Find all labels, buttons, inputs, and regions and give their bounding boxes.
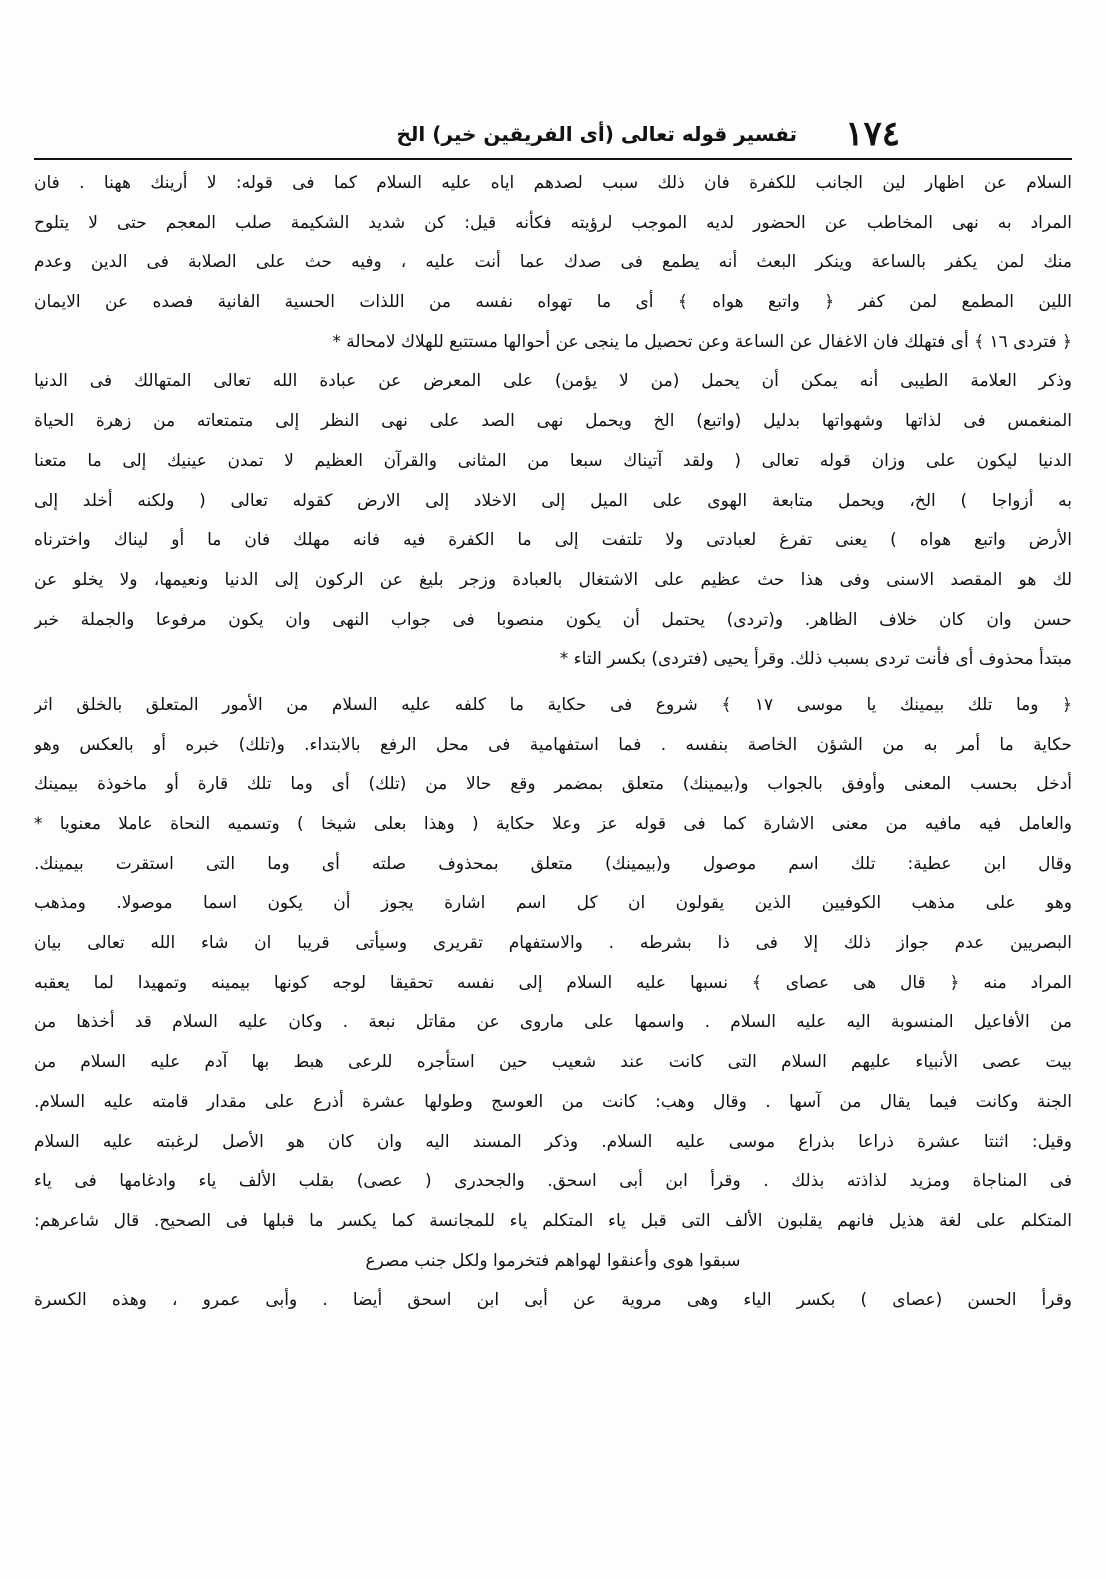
page-number: ١٧٤: [845, 114, 900, 154]
text-line: لك هو المقصد الاسنى وفى هذا حث عظيم على الاشتغال بالعبادة وزجر بليغ عن الركون إلى الدنيا ونعيمها، ولا يخلو عن: [34, 569, 1072, 590]
page-header: [34, 112, 1072, 158]
text-line: ﴿ وما تلك بيمينك يا موسى ١٧ ﴾ شروع فى حكاية ما كلفه عليه السلام من الأمور المتعلق بالخلق اثر: [34, 694, 1072, 715]
text-line: وقال ابن عطية: تلك اسم موصول و(بيمينك) متعلق بمحذوف صلته أى وما التى استقرت بيمينك.: [34, 853, 1072, 874]
text-line: به أزواجا ) الخ، ويحمل متابعة الهوى على الميل إلى الاخلاد إلى الارض كقوله تعالى ( ولكنه أخلد إلى: [34, 490, 1072, 511]
text-line: والعامل فيه مافيه من معنى الاشارة كما فى قوله عز وعلا حكاية ( وهذا بعلى شيخا ) وتسميه النحاة عاملا معنويا *: [34, 814, 1072, 834]
text-line: المراد منه ﴿ قال هى عصاى ﴾ نسبها عليه السلام إلى نفسه تحقيقا لوجه كونها بيمينه وتمهيدا لما يعقبه: [34, 972, 1072, 993]
text-line: وقيل: اثنتا عشرة ذراعا بذراع موسى عليه السلام. وذكر المسند اليه وان كان هو الأصل لرغبته عليه السلام: [34, 1131, 1072, 1152]
text-line: حكاية ما أمر به من الشؤن الخاصة بنفسه . فما استفهامية فى محل الرفع بالابتداء. و(تلك) خبره أو بالعكس وهو: [34, 734, 1072, 755]
poetry-verse: سبقوا هوى وأعنقوا لهواهم فتخرموا ولكل جنب مصرع: [365, 1250, 741, 1271]
text-line: المراد به نهى المخاطب عن الحضور لديه الموجب لرؤيته فكأنه قيل: كن شديد الشكيمة صلب المعجم حتى لا يتلوح: [34, 212, 1072, 233]
text-line: وهو على مذهب الكوفيين الذين يقولون ان كل اسم اشارة يجوز أن يكون اسما موصولا. ومذهب: [34, 893, 1072, 914]
text-line: المتكلم على لغة هذيل فانهم يقلبون الألف التى قبل ياء المتكلم ياء للمجانسة كما يكسر ما قبلها فى الصحيح. قال شاعرهم:: [34, 1210, 1072, 1231]
header-divider: [34, 158, 1072, 160]
text-line: مبتدأ محذوف أى فأنت تردى بسبب ذلك. وقرأ يحيى (فتردى) بكسر التاء *: [559, 649, 1072, 670]
text-line: الأرض واتبع هواه ) يعنى تفرغ لعبادتى ولا تلتفت إلى ما الكفرة فيه فانه مهلك فان ما أو ليناك واخترناه: [34, 530, 1072, 551]
text-line: البصريين عدم جواز ذلك إلا فى ذا بشرطه . والاستفهام تقريرى وسيأتى قريبا ان شاء الله تعالى بيان: [34, 933, 1072, 954]
text-line: حسن وان كان خلاف الظاهر. و(تردى) يحتمل أن يكون منصوبا فى جواب النهى وان يكون مرفوعا والجملة خبر: [34, 609, 1072, 630]
text-line: وذكر العلامة الطيبى أنه يمكن أن يحمل (من لا يؤمن) على المعرض عن عبادة الله تعالى المتهالك فى الدنيا: [34, 371, 1072, 392]
text-line: من الأفاعيل المنسوبة اليه عليه السلام . واسمها على ماروى عن مقاتل نبعة . وكان عليه السلام قد أخذها من: [34, 1012, 1072, 1033]
text-line: الجنة وكانت فيما يقال من آسها . وقال وهب: كانت من العوسج وطولها عشرة أذرع على مقدار قامته عليه السلام.: [34, 1091, 1072, 1112]
text-line: أدخل بحسب المعنى وأوفق بالجواب و(بيمينك) متعلق بمضمر وقع حالا من (تلك) أى وما تلك قارة أو ماخوذة بيمينك: [34, 774, 1072, 795]
text-line: اللين المطمع لمن كفر ﴿ واتبع هواه ﴾ أى ما تهواه نفسه من اللذات الحسية الفانية فصده عن الايمان: [34, 292, 1072, 313]
text-line: ﴿ فتردى ١٦ ﴾ أى فتهلك فان الاغفال عن الساعة وعن تحصيل ما ينجى عن أحوالها مستتبع للهلاك لامحالة *: [332, 331, 1072, 352]
text-line: الدنيا ليكون على وزان قوله تعالى ( ولقد آتيناك سبعا من المثانى والقرآن العظيم لا تمدن عينيك إلى ما متعنا: [34, 450, 1072, 471]
page-body: [34, 164, 1072, 1321]
text-line: المنغمس فى لذاتها وشهواتها بدليل (واتبع) الخ ويحمل نهى الصد على نهى النظر إلى متمتعاته من زهرة الحياة: [34, 411, 1072, 432]
text-line: بيت عصى الأنبياء عليهم السلام التى كانت عند شعيب حين استأجره للرعى هبط بها آدم عليه السلام من: [34, 1052, 1072, 1073]
text-line: السلام عن اظهار لين الجانب للكفرة فان ذلك سبب لصدهم اياه عليه السلام كما فى قوله: لا أرينك ههنا . فان: [34, 173, 1072, 193]
text-line: منك لمن يكفر بالساعة وينكر البعث أنه يطمع فى صدك عما أنت عليه ، وفيه حث على الصلابة فى الدين وعدم: [34, 252, 1072, 273]
text-line: فى المناجاة ومزيد لذاذته بذلك . وقرأ ابن أبى اسحق. والجحدرى ( عصى) بقلب الألف ياء وادغامها فى ياء: [34, 1171, 1072, 1192]
text-line: وقرأ الحسن (عصاى ) بكسر الياء وهى مروية عن أبى ابن اسحق أيضا . وأبى عمرو ، وهذه الكسرة: [34, 1290, 1072, 1311]
running-title: تفسير قوله تعالى (أى الفريقين خير) الخ: [396, 122, 797, 146]
